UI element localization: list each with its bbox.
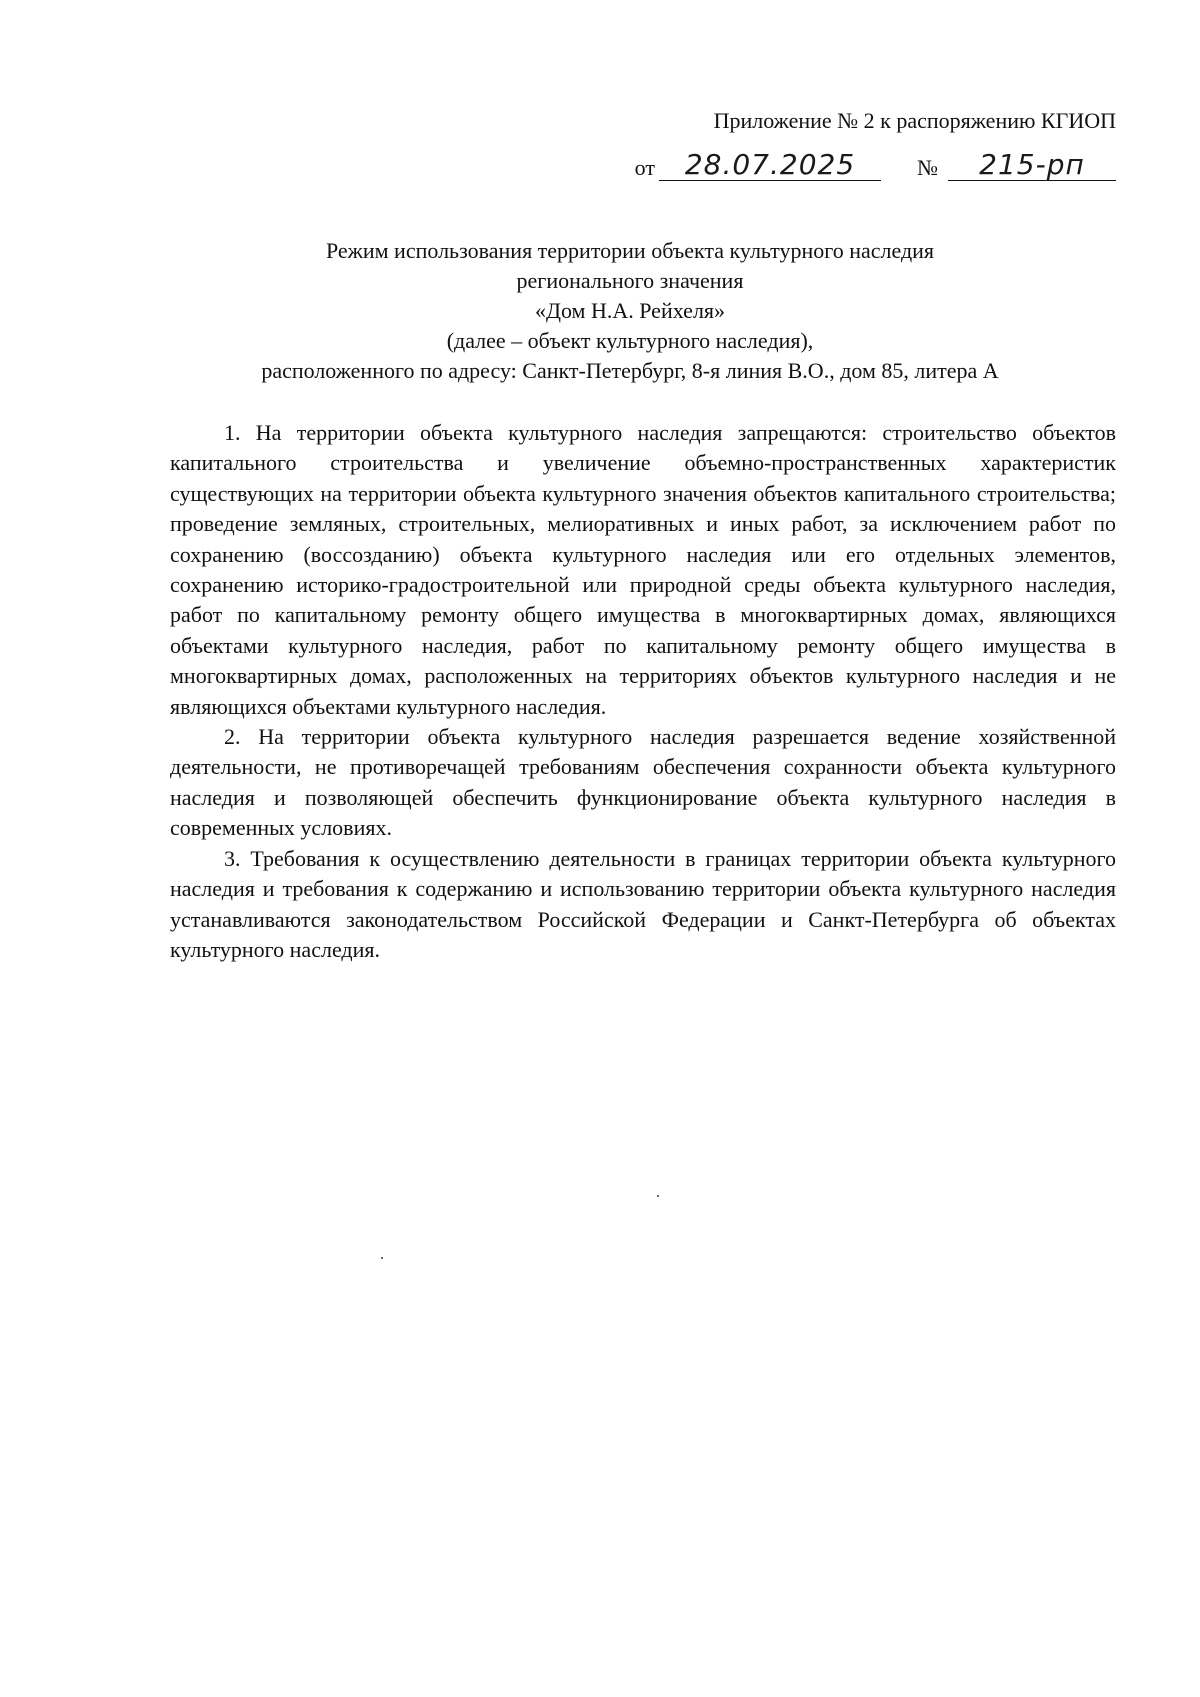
title-line-2: регионального значения [516, 268, 744, 293]
title-line-3: «Дом Н.А. Рейхеля» [534, 298, 726, 323]
annex-from-prefix: от [634, 155, 655, 180]
title-line-5: расположенного по адресу: Санкт-Петербург, 8-я линия В.О., дом 85, литера А [261, 358, 999, 383]
annex-title: Приложение № 2 к распоряжению КГИОП [713, 108, 1116, 133]
paragraph-3: 3. Требования к осуществлению деятельности в границах территории объекта культурного наследия и требования к содержанию и использованию территории объекта культурного наследия устанавливаются законодательством Российской Федерации и Санкт-Петербурга об объектах культурного наследия. [170, 845, 1116, 962]
document-title [170, 236, 1090, 386]
paragraph-1: 1. На территории объекта культурного наследия запрещаются: строительство объектов капитального строительства и увеличение объемно-пространственных характеристик существующих на территории объекта культурного значения объектов капитального строительства; проведение земляных, строительных, мелиоративных и иных работ, за исключением работ по сохранению (воссозданию) объекта культурного наследия или его отдельных элементов, сохранению историко-градостроительной или природной среды объекта культурного наследия, работ по капитальному ремонту общего имущества в многоквартирных домах, являющихся объектами культурного наследия, работ по капитальному ремонту общего имущества в многоквартирных домах, расположенных на территориях объектов культурного наследия и не являющихся объектами культурного наследия. [170, 420, 1116, 719]
scan-speck [381, 1257, 383, 1259]
paragraph-2: 2. На территории объекта культурного наследия разрешается ведение хозяйственной деятельности, не противоречащей требованиям обеспечения сохранности объекта культурного наследия и позволяющей обеспечить функционирование объекта культурного наследия в современных условиях. [170, 724, 1116, 841]
annex-number-sign: № [917, 155, 938, 180]
title-line-1: Режим использования территории объекта культурного наследия [325, 238, 935, 263]
title-line-4: (далее – объект культурного наследия), [446, 328, 814, 353]
handwritten-number: 215-рп [948, 150, 1116, 181]
handwritten-date: 28.07.2025 [659, 150, 881, 181]
annex-date-number-line [600, 150, 1116, 181]
document-body [170, 418, 1116, 965]
scan-speck [657, 1195, 659, 1197]
